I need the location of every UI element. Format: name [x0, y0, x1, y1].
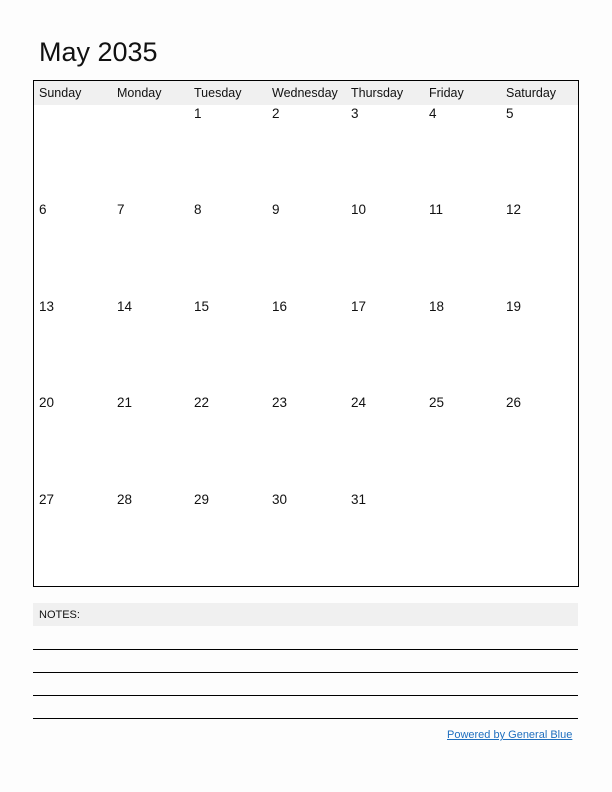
day-cell: 18 — [429, 299, 445, 314]
day-cell: 1 — [194, 106, 202, 121]
day-cell: 11 — [429, 202, 444, 217]
day-cell: 12 — [506, 202, 522, 217]
day-cell: 23 — [272, 395, 288, 410]
day-cell: 13 — [39, 299, 55, 314]
weekday-sunday: Sunday — [39, 86, 82, 100]
day-cell: 20 — [39, 395, 55, 410]
day-cell: 10 — [351, 202, 367, 217]
day-cell: 30 — [272, 492, 288, 507]
day-cell: 24 — [351, 395, 367, 410]
notes-line — [33, 718, 578, 719]
powered-by-link[interactable]: Powered by General Blue — [447, 729, 573, 741]
day-cell: 6 — [39, 202, 47, 217]
day-cell: 5 — [506, 106, 514, 121]
calendar-grid — [33, 80, 579, 587]
day-cell: 19 — [506, 299, 522, 314]
weekday-header-row — [34, 81, 578, 105]
day-cell: 2 — [272, 106, 280, 121]
notes-line — [33, 649, 578, 650]
weekday-wednesday: Wednesday — [272, 86, 338, 100]
day-cell: 4 — [429, 106, 437, 121]
weekday-friday: Friday — [429, 86, 464, 100]
day-cell: 3 — [351, 106, 359, 121]
day-cell: 26 — [506, 395, 522, 410]
day-cell: 28 — [117, 492, 133, 507]
day-cell: 14 — [117, 299, 133, 314]
notes-header — [33, 603, 578, 626]
notes-line — [33, 672, 578, 673]
day-cell: 8 — [194, 202, 202, 217]
page-title: May 2035 — [39, 37, 158, 67]
notes-label: NOTES: — [39, 609, 80, 621]
day-cell: 31 — [351, 492, 367, 507]
weekday-thursday: Thursday — [351, 86, 404, 100]
day-cell: 29 — [194, 492, 210, 507]
day-cell: 22 — [194, 395, 210, 410]
day-cell: 9 — [272, 202, 280, 217]
day-cell: 15 — [194, 299, 210, 314]
day-cell: 17 — [351, 299, 367, 314]
day-cell: 25 — [429, 395, 445, 410]
day-cell: 7 — [117, 202, 125, 217]
weekday-saturday: Saturday — [506, 86, 557, 100]
weekday-tuesday: Tuesday — [194, 86, 242, 100]
day-cell: 16 — [272, 299, 288, 314]
day-cell: 27 — [39, 492, 55, 507]
weekday-monday: Monday — [117, 86, 162, 100]
notes-line — [33, 695, 578, 696]
day-cell: 21 — [117, 395, 133, 410]
